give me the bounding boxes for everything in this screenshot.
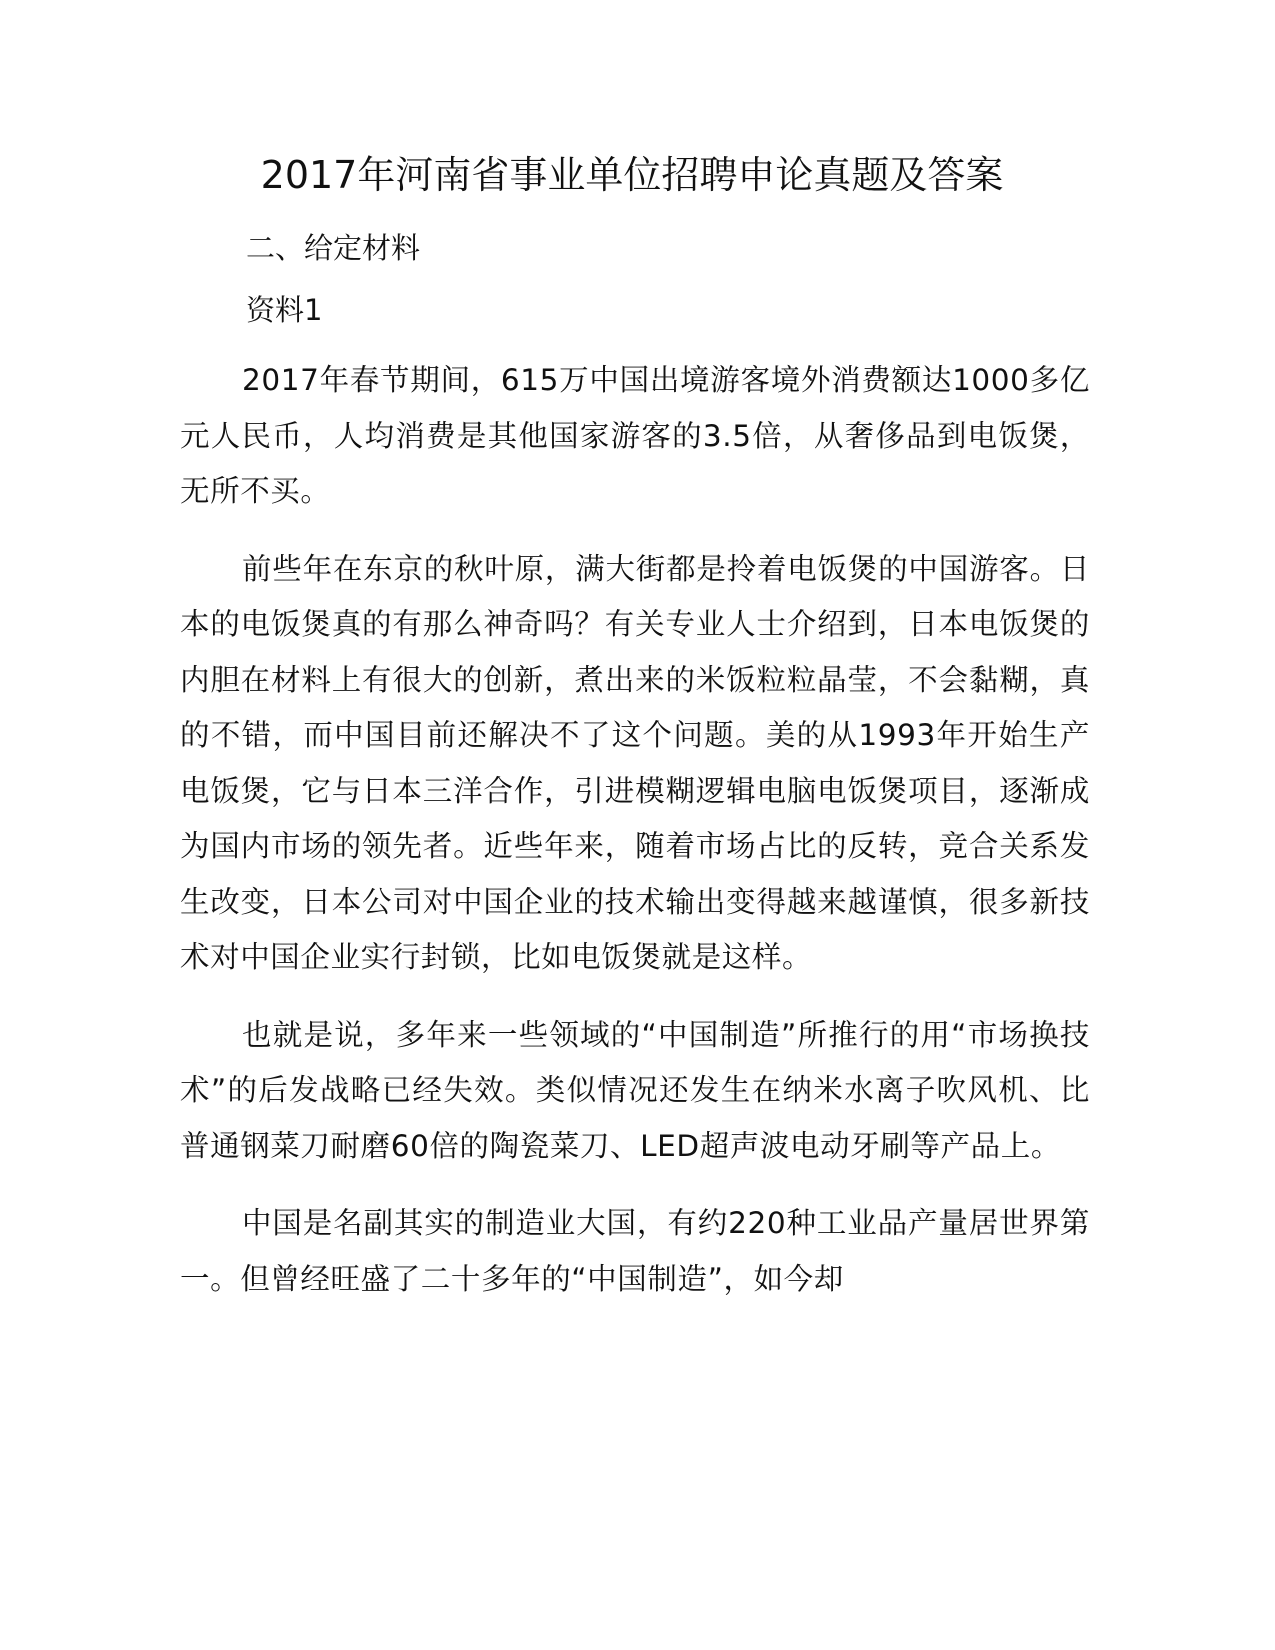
body-text — [180, 353, 1090, 1329]
section-heading: 二、给定材料 — [246, 231, 421, 265]
paragraph: 2017年春节期间，615万中国出境游客境外消费额达1000多亿元人民币，人均消费是其他国家游客的3.5倍，从奢侈品到电饭煲，无所不买。 — [180, 363, 1090, 508]
paragraph: 也就是说，多年来一些领域的“中国制造”所推行的用“市场换技术”的后发战略已经失效。类似情况还发生在纳米水离子吹风机、比普通钢菜刀耐磨60倍的陶瓷菜刀、LED超声波电动牙刷等产品上。 — [180, 1017, 1090, 1163]
material-label: 资料1 — [246, 293, 323, 327]
paragraph: 前些年在东京的秋叶原，满大街都是拎着电饭煲的中国游客。日本的电饭煲真的有那么神奇吗？有关专业人士介绍到，日本电饭煲的内胆在材料上有很大的创新，煮出来的米饭粒粒晶莹，不会黏糊，真的不错，而中国目前还解决不了这个问题。美的从1993年开始生产电饭煲，它与日本三洋合作，引进模糊逻辑电脑电饭煲项目，逐渐成为国内市场的领先者。近些年来，随着市场占比的反转，竞合关系发生改变，日本公司对中国企业的技术输出变得越来越谨慎，很多新技术对中国企业实行封锁，比如电饭煲就是这样。 — [180, 551, 1090, 974]
paragraph: 中国是名副其实的制造业大国，有约220种工业品产量居世界第一。但曾经旺盛了二十多年的“中国制造”，如今却 — [180, 1206, 1090, 1296]
document-title: 2017年河南省事业单位招聘申论真题及答案 — [260, 153, 1004, 197]
